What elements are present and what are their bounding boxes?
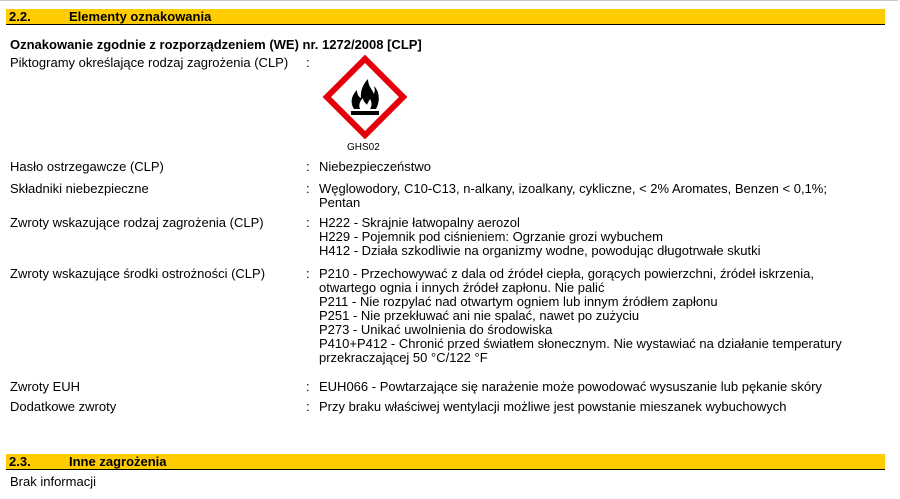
value-line: P211 - Nie rozpylać nad otwartym ogniem lub innym źródłem zapłonu xyxy=(319,294,718,309)
pictogram-code: GHS02 xyxy=(347,142,380,153)
value-line: P273 - Unikać uwolnienia do środowiska xyxy=(319,322,553,337)
colon: : xyxy=(306,215,310,230)
ghs02-flame-pictogram xyxy=(322,54,408,140)
value-line: EUH066 - Powtarzające się narażenie może powodować wysuszanie lub pękanie skóry xyxy=(319,379,822,394)
row-value xyxy=(319,216,879,258)
row-value xyxy=(319,160,879,174)
value-line: Niebezpieczeństwo xyxy=(319,159,432,174)
section-bar-2-2 xyxy=(6,9,885,24)
value-line: otwartego ognia i innych źródeł zapłonu. Nie palić xyxy=(319,280,605,295)
colon: : xyxy=(306,159,310,174)
row-value xyxy=(319,182,879,210)
section-title: Elementy oznakowania xyxy=(69,9,212,24)
section-number: 2.2. xyxy=(9,9,31,24)
value-line: Przy braku właściwej wentylacji możliwe jest powstanie mieszanek wybuchowych xyxy=(319,399,787,414)
section-number: 2.3. xyxy=(9,454,31,469)
section-title: Inne zagrożenia xyxy=(69,454,167,469)
value-line: P210 - Przechowywać z dala od źródeł ciepła, gorących powierzchni, źródeł iskrzenia, xyxy=(319,266,814,281)
value-line: Pentan xyxy=(319,195,361,210)
row-label: Zwroty EUH xyxy=(10,379,81,394)
colon: : xyxy=(306,181,310,196)
top-divider xyxy=(0,0,898,1)
value-line: H229 - Pojemnik pod ciśnieniem: Ogrzanie grozi wybuchem xyxy=(319,229,663,244)
colon: : xyxy=(306,399,310,414)
row-label: Zwroty wskazujące środki ostrożności (CLP) xyxy=(10,266,266,281)
value-line: przekraczającej 50 °C/122 °F xyxy=(319,350,488,365)
colon: : xyxy=(306,266,310,281)
value-line: H222 - Skrajnie łatwopalny aerozol xyxy=(319,215,520,230)
value-line: Węglowodory, C10-C13, n-alkany, izoalkany, cykliczne, < 2% Aromates, Benzen < 0,1%; xyxy=(319,181,827,196)
row-label: Dodatkowe zwroty xyxy=(10,399,117,414)
clp-subheading: Oznakowanie zgodnie z rozporządzeniem (WE) nr. 1272/2008 [CLP] xyxy=(10,37,422,52)
row-label: Hasło ostrzegawcze (CLP) xyxy=(10,159,164,174)
pictogram-label: Piktogramy określające rodzaj zagrożenia (CLP) xyxy=(10,55,289,70)
section-rule xyxy=(6,469,885,470)
row-value xyxy=(319,267,879,365)
colon: : xyxy=(306,379,310,394)
row-label: Składniki niebezpieczne xyxy=(10,181,149,196)
row-value xyxy=(319,380,879,394)
row-label: Zwroty wskazujące rodzaj zagrożenia (CLP) xyxy=(10,215,264,230)
row-value xyxy=(319,400,879,414)
value-line: H412 - Działa szkodliwie na organizmy wodne, powodując długotrwałe skutki xyxy=(319,243,761,258)
section-bar-2-3 xyxy=(6,454,885,469)
other-hazards-text: Brak informacji xyxy=(10,474,96,489)
value-line: P251 - Nie przekłuwać ani nie spalać, nawet po zużyciu xyxy=(319,308,640,323)
section-rule xyxy=(6,24,885,25)
value-line: P410+P412 - Chronić przed światłem słonecznym. Nie wystawiać na działanie temperatury xyxy=(319,336,842,351)
colon: : xyxy=(306,55,310,70)
